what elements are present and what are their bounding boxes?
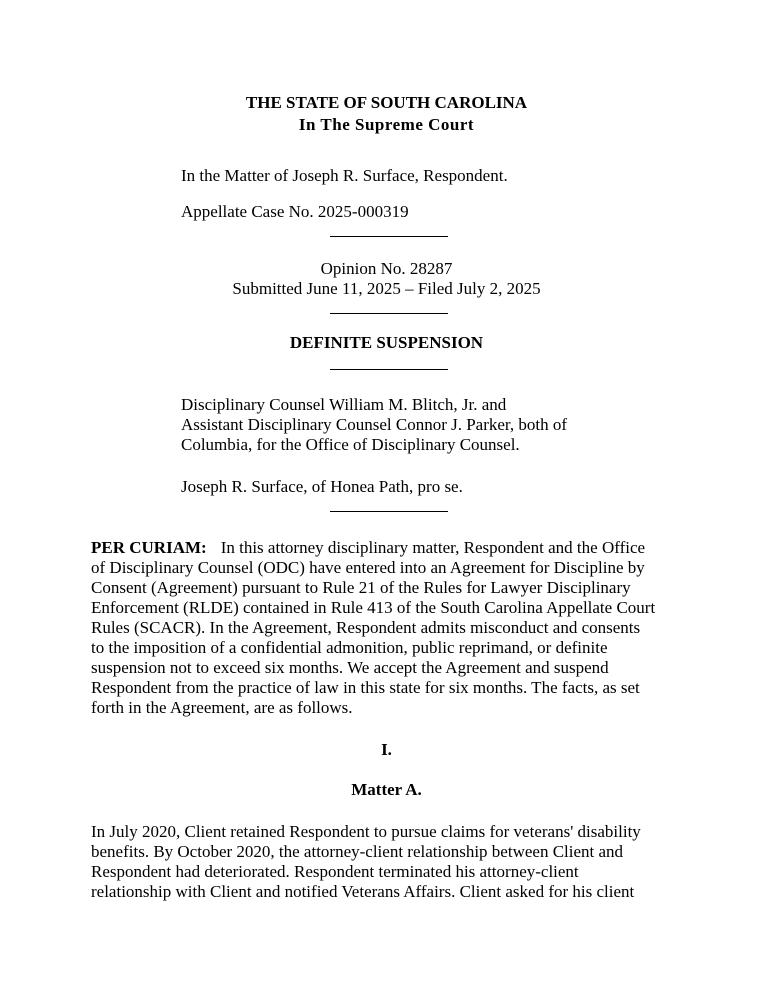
divider-3 (330, 369, 448, 370)
per-curiam-line: Rules (SCACR). In the Agreement, Respondent admits misconduct and consents (91, 618, 641, 637)
case-number: Appellate Case No. 2025-000319 (181, 202, 409, 221)
per-curiam-line: PER CURIAM: In this attorney disciplinary matter, Respondent and the Office (91, 538, 646, 557)
per-curiam-line: to the imposition of a confidential admonition, public reprimand, or definite (91, 638, 608, 657)
per-curiam-line: Enforcement (RLDE) contained in Rule 413 of the South Carolina Appellate Court (91, 598, 656, 617)
divider-1 (330, 236, 448, 237)
opinion-dates: Submitted June 11, 2025 – Filed July 2, 2025 (232, 279, 541, 298)
per-curiam-line: Consent (Agreement) pursuant to Rule 21 of the Rules for Lawyer Disciplinary (91, 578, 631, 597)
matter-a-paragraph (91, 822, 691, 902)
odc-counsel-line: Assistant Disciplinary Counsel Connor J. Parker, both of (181, 415, 568, 434)
section-numeral: I. (381, 740, 392, 759)
state-title: THE STATE OF SOUTH CAROLINA (245, 93, 528, 112)
opinion-number: Opinion No. 28287 (320, 259, 453, 278)
per-curiam-label: PER CURIAM: (91, 538, 207, 557)
matter-a-line: Respondent had deteriorated. Respondent terminated his attorney-client (91, 862, 579, 881)
matter-a-line: In July 2020, Client retained Respondent to pursue claims for veterans' disability (91, 822, 641, 841)
odc-counsel-block (181, 395, 621, 455)
per-curiam-paragraph (91, 538, 691, 718)
section-heading: Matter A. (351, 780, 422, 799)
court-title: In The Supreme Court (298, 115, 475, 134)
odc-counsel-line: Columbia, for the Office of Disciplinary Counsel. (181, 435, 520, 454)
per-curiam-line: suspension not to exceed six months. We accept the Agreement and suspend (91, 658, 609, 677)
per-curiam-line: forth in the Agreement, are as follows. (91, 698, 353, 717)
matter-a-line: relationship with Client and notified Veterans Affairs. Client asked for his client (91, 882, 635, 901)
odc-counsel-line: Disciplinary Counsel William M. Blitch, Jr. and (181, 395, 507, 414)
disposition-heading: DEFINITE SUSPENSION (289, 333, 484, 352)
divider-2 (330, 313, 448, 314)
matter-caption: In the Matter of Joseph R. Surface, Respondent. (181, 166, 508, 185)
divider-4 (330, 511, 448, 512)
per-curiam-line: Respondent from the practice of law in this state for six months. The facts, as set (91, 678, 640, 697)
matter-a-line: benefits. By October 2020, the attorney-client relationship between Client and (91, 842, 624, 861)
per-curiam-line: of Disciplinary Counsel (ODC) have entered into an Agreement for Discipline by (91, 558, 645, 577)
respondent-counsel: Joseph R. Surface, of Honea Path, pro se. (181, 477, 463, 496)
